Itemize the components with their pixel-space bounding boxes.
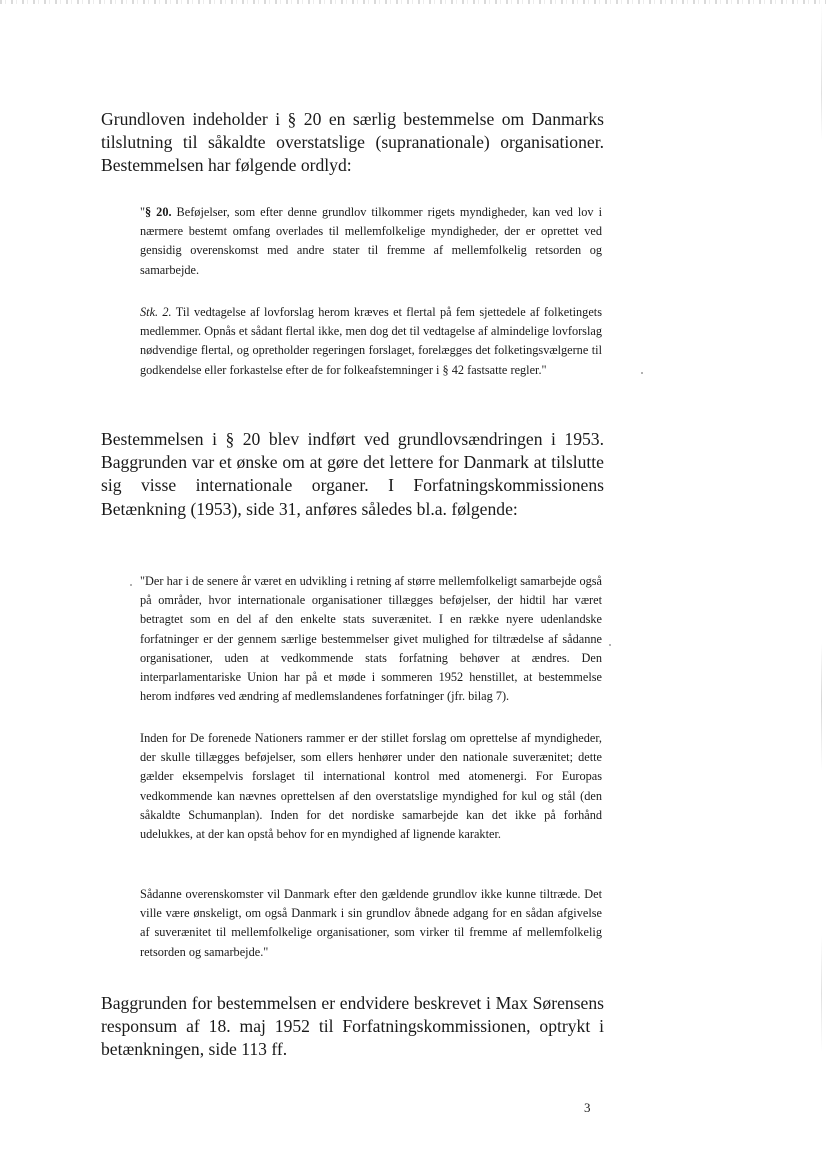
intro-paragraph: Grundloven indeholder i § 20 en særlig bestemmelse om Danmarks tilslutning til såkaldte overstatslige (supranationale) organisationer. Bestemmelsen har følgende ordlyd: (101, 109, 604, 176)
law-quote-section (140, 203, 602, 280)
closing-paragraph: Baggrunden for bestemmelsen er endvidere beskrevet i Max Sørensens responsum af 18. maj 1952 til Forfatningskommissionen, optrykt i betænkningen, side 113 ff. (101, 993, 604, 1060)
scan-speck (641, 372, 643, 374)
scan-edge-artifact (0, 0, 826, 4)
open-quote: " (140, 205, 146, 219)
stk-label: Stk. 2. (140, 305, 172, 319)
scan-edge-artifact (821, 0, 822, 1169)
section-label: § 20. (145, 205, 172, 219)
background-paragraph: Bestemmelsen i § 20 blev indført ved grundlovsændringen i 1953. Baggrunden var et ønske om at gøre det lettere for Danmark at tilslutte sig visse internationale organer. I Forfatningskommissionens Betænkning (1953), side 31, anføres således bl.a. følgende: (101, 429, 604, 519)
section-text: Beføjelser, som efter denne grundlov tilkommer rigets myndigheder, kan ved lov i nærmere bestemt omfang overlades til mellemfolkelige myndigheder, der er oprettet ved gensidig overenskomst med andre stater til fremme af mellemfolkelig retsorden og samarbejde. (140, 205, 602, 277)
scan-speck (130, 584, 132, 586)
scan-speck (609, 644, 611, 646)
commission-quote-paragraph-2: Inden for De forenede Nationers rammer er der stillet forslag om oprettelse af myndigheder, der skulle tillægges beføjelser, som ellers henhører under den nationale suverænitet; dette gælder eksempelvis forslaget til international kontrol med atomenergi. For Europas vedkommende kan nævnes oprettelsen af den overstatslige myndighed for kul og stål (den såkaldte Schumanplan). Inden for det nordiske samarbejde kan det ikke på forhånd udelukkes, at der kan opstå behov for en myndighed af lignende karakter. (140, 731, 602, 842)
page-number: 3 (584, 1100, 591, 1115)
stk-text: Til vedtagelse af lovforslag herom kræves et flertal på fem sjettedele af folketingets medlemmer. Opnås et sådant flertal ikke, men dog det til vedtagelse af almindelige lovforslag nødvendige flertal, og opretholder regeringen forslaget, forelægges det folketingsvælgerne til godkendelse eller forkastelse efter de for folkeafstemninger i § 42 fastsatte regler." (140, 305, 602, 377)
law-quote-stk (140, 303, 602, 380)
commission-quote-paragraph-3: Sådanne overenskomster vil Danmark efter den gældende grundlov ikke kunne tiltræde. Det ville være ønskeligt, om også Danmark i sin grundlov åbnede adgang for en sådan afgivelse af suverænitet til mellemfolkelige organisationer, som virker til fremme af mellemfolkelig retsorden og samarbejde." (140, 887, 602, 959)
commission-quote-paragraph-1: "Der har i de senere år været en udvikling i retning af større mellemfolkeligt samarbejde også på områder, hvor internationale organisationer tillægges beføjelser, der hidtil har været betragtet som en del af den enkelte stats suverænitet. I en række nyere udenlandske forfatninger er der gennem særlige bestemmelser givet mulighed for tiltrædelse af sådanne organisationer, uden at vedkommende stats forfatning behøver at ændres. Den interparlamentariske Union har på et møde i sommeren 1952 henstillet, at bestemmelse herom indføres ved ændring af medlemslandenes forfatninger (jfr. bilag 7). (140, 574, 602, 704)
